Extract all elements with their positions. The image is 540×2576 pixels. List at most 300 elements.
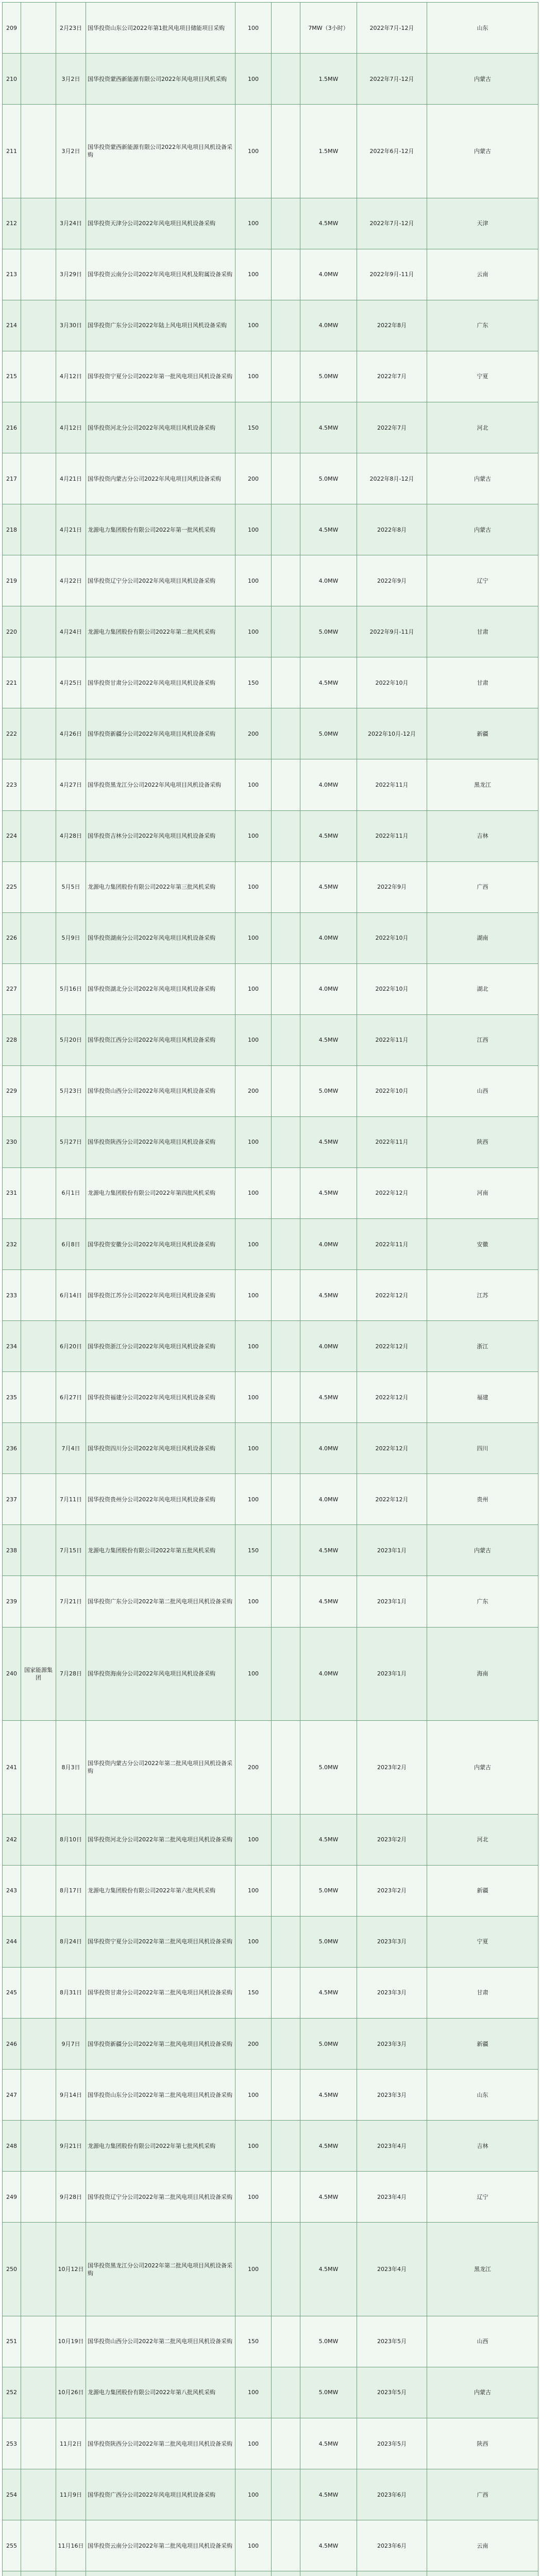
cell-location: 内蒙古 — [427, 453, 538, 504]
cell-capacity: 100 — [235, 2121, 272, 2172]
table-row — [3, 1065, 538, 1116]
cell-delivery: 2022年7月-12月 — [357, 3, 427, 54]
cell-quantity — [272, 2172, 300, 2223]
cell-project-name: 龙源电力集团股份有限公司2022年第六批风机采购 — [86, 1865, 235, 1916]
cell-index: 248 — [3, 2121, 21, 2172]
cell-location: 山东 — [427, 2070, 538, 2121]
cell-location: 云南 — [427, 249, 538, 300]
cell-group — [21, 1721, 56, 1815]
cell-delivery: 2022年11月 — [357, 810, 427, 861]
cell-index: 234 — [3, 1321, 21, 1372]
cell-delivery: 2023年5月 — [357, 2418, 427, 2469]
cell-quantity — [272, 2367, 300, 2418]
cell-project-name: 国华投资内蒙古分公司2022年第二批风电项目风机设备采购 — [86, 1721, 235, 1815]
cell-group — [21, 3, 56, 54]
cell-delivery: 2023年2月 — [357, 1865, 427, 1916]
cell-project-name: 国华投资广西分公司2022年风电项目风机设备采购 — [86, 2469, 235, 2520]
cell-quantity — [272, 1525, 300, 1576]
table-row — [3, 2223, 538, 2316]
cell-date: 6月8日 — [56, 1219, 86, 1270]
cell-date: 4月12日 — [56, 402, 86, 453]
table-row — [3, 2121, 538, 2172]
table-row — [3, 105, 538, 198]
cell-group — [21, 2172, 56, 2223]
cell-index: 255 — [3, 2520, 21, 2571]
cell-project-name: 国华投资辽宁分公司2022年第二批风电项目风机设备采购 — [86, 2172, 235, 2223]
cell-date: 2月23日 — [56, 3, 86, 54]
cell-project-name: 国华投资甘肃分公司2022年第二批风电项目风机设备采购 — [86, 1967, 235, 2018]
table-row — [3, 1219, 538, 1270]
cell-group — [21, 1865, 56, 1916]
cell-delivery: 2022年10月 — [357, 657, 427, 708]
cell-date: 7月15日 — [56, 1525, 86, 1576]
cell-location: 新疆 — [427, 708, 538, 759]
cell-spec: 4.5MW — [300, 1814, 357, 1865]
cell-location: 广西 — [427, 2469, 538, 2520]
cell-spec: 4.0MW — [300, 555, 357, 606]
cell-group — [21, 1525, 56, 1576]
cell-quantity — [272, 351, 300, 402]
cell-capacity: 100 — [235, 1474, 272, 1525]
cell-spec: 5.0MW — [300, 2316, 357, 2367]
cell-delivery: 2023年3月 — [357, 1916, 427, 1967]
cell-capacity: 100 — [235, 2070, 272, 2121]
cell-location: 陕西 — [427, 2418, 538, 2469]
cell-quantity — [272, 2571, 300, 2576]
cell-delivery: 2022年9月 — [357, 555, 427, 606]
table-row — [3, 2019, 538, 2070]
cell-index: 210 — [3, 54, 21, 105]
cell-spec — [300, 2571, 357, 2576]
cell-index: 250 — [3, 2223, 21, 2316]
cell-spec: 4.5MW — [300, 2172, 357, 2223]
cell-capacity: 100 — [235, 198, 272, 249]
cell-date: 4月21日 — [56, 453, 86, 504]
cell-group — [21, 657, 56, 708]
cell-capacity: 100 — [235, 2172, 272, 2223]
cell-quantity — [272, 453, 300, 504]
cell-date: 4月26日 — [56, 708, 86, 759]
cell-group — [21, 249, 56, 300]
cell-index: 236 — [3, 1423, 21, 1474]
cell-location: 广西 — [427, 861, 538, 912]
table-row — [3, 2418, 538, 2469]
cell-project-name: 龙源电力集团股份有限公司2022年第一批风机采购 — [86, 504, 235, 555]
cell-delivery: 2023年5月 — [357, 2367, 427, 2418]
cell-group — [21, 402, 56, 453]
cell-quantity — [272, 2121, 300, 2172]
cell-location: 云南 — [427, 2520, 538, 2571]
cell-location: 黑龙江 — [427, 759, 538, 810]
cell-capacity — [235, 2571, 272, 2576]
cell-index: 223 — [3, 759, 21, 810]
cell-spec: 5.0MW — [300, 1916, 357, 1967]
cell-index: 237 — [3, 1474, 21, 1525]
cell-date: 11月2日 — [56, 2418, 86, 2469]
cell-group — [21, 2469, 56, 2520]
cell-delivery: 2022年12月 — [357, 1474, 427, 1525]
cell-index: 232 — [3, 1219, 21, 1270]
cell-project-name: 国华投资贵州分公司2022年风电项目风机设备采购 — [86, 1474, 235, 1525]
cell-spec: 4.5MW — [300, 504, 357, 555]
cell-project-name: 国华投资江苏分公司2022年风电项目风机设备采购 — [86, 1270, 235, 1321]
cell-location: 黑龙江 — [427, 2223, 538, 2316]
cell-spec: 4.5MW — [300, 1270, 357, 1321]
cell-quantity — [272, 759, 300, 810]
cell-delivery: 2022年12月 — [357, 1372, 427, 1423]
cell-spec: 4.0MW — [300, 1423, 357, 1474]
table-row — [3, 54, 538, 105]
cell-spec: 4.5MW — [300, 2121, 357, 2172]
table-row — [3, 1321, 538, 1372]
cell-quantity — [272, 1721, 300, 1815]
cell-capacity: 100 — [235, 1814, 272, 1865]
cell-index: 218 — [3, 504, 21, 555]
cell-spec: 5.0MW — [300, 453, 357, 504]
cell-project-name: 国华投资辽宁分公司2022年风电项目风机设备采购 — [86, 555, 235, 606]
cell-spec: 5.0MW — [300, 351, 357, 402]
cell-date: 6月27日 — [56, 1372, 86, 1423]
cell-delivery: 2022年12月 — [357, 1270, 427, 1321]
cell-group — [21, 2571, 56, 2576]
cell-index: 219 — [3, 555, 21, 606]
table-row — [3, 1372, 538, 1423]
cell-capacity: 200 — [235, 1065, 272, 1116]
cell-group — [21, 810, 56, 861]
cell-date: 11月16日 — [56, 2520, 86, 2571]
cell-capacity: 100 — [235, 963, 272, 1014]
cell-delivery: 2022年7月-12月 — [357, 198, 427, 249]
cell-quantity — [272, 1321, 300, 1372]
cell-spec: 4.5MW — [300, 861, 357, 912]
table-row — [3, 1270, 538, 1321]
table-row — [3, 1627, 538, 1721]
table-row — [3, 402, 538, 453]
cell-date: 5月5日 — [56, 861, 86, 912]
cell-project-name: 国华投资甘肃分公司2022年风电项目风机设备采购 — [86, 657, 235, 708]
cell-delivery: 2022年8月 — [357, 504, 427, 555]
cell-group — [21, 1967, 56, 2018]
cell-date: 7月21日 — [56, 1576, 86, 1627]
cell-capacity: 100 — [235, 3, 272, 54]
cell-capacity: 100 — [235, 1116, 272, 1167]
cell-spec: 4.0MW — [300, 1474, 357, 1525]
cell-project-name: 国华投资安徽分公司2022年风电项目风机设备采购 — [86, 1219, 235, 1270]
cell-project-name: 国华投资四川分公司2022年风电项目风机设备采购 — [86, 1423, 235, 1474]
cell-quantity — [272, 1865, 300, 1916]
cell-delivery: 2023年2月 — [357, 1721, 427, 1815]
cell-project-name: 国华投资黑龙江分公司2022年风电项目风机设备采购 — [86, 759, 235, 810]
cell-quantity — [272, 861, 300, 912]
cell-delivery: 2023年6月 — [357, 2520, 427, 2571]
cell-delivery: 2023年3月 — [357, 2070, 427, 2121]
cell-spec: 4.0MW — [300, 912, 357, 963]
cell-location: 辽宁 — [427, 555, 538, 606]
cell-spec: 4.5MW — [300, 1967, 357, 2018]
cell-group — [21, 2316, 56, 2367]
cell-group — [21, 504, 56, 555]
cell-location: 江西 — [427, 1014, 538, 1065]
cell-group — [21, 555, 56, 606]
table-body — [3, 3, 538, 2576]
cell-quantity — [272, 1014, 300, 1065]
table-row — [3, 198, 538, 249]
cell-spec: 1.5MW — [300, 105, 357, 198]
cell-group — [21, 300, 56, 351]
cell-group — [21, 861, 56, 912]
cell-index: 213 — [3, 249, 21, 300]
cell-date: 8月17日 — [56, 1865, 86, 1916]
cell-location: 内蒙古 — [427, 105, 538, 198]
cell-group — [21, 105, 56, 198]
cell-delivery: 2023年1月 — [357, 1576, 427, 1627]
cell-group — [21, 2019, 56, 2070]
cell-index: 209 — [3, 3, 21, 54]
cell-capacity: 150 — [235, 1967, 272, 2018]
cell-date: 3月30日 — [56, 300, 86, 351]
cell-index: 220 — [3, 606, 21, 657]
cell-index: 222 — [3, 708, 21, 759]
cell-date: 7月4日 — [56, 1423, 86, 1474]
cell-capacity: 100 — [235, 2418, 272, 2469]
cell-index: 221 — [3, 657, 21, 708]
cell-spec: 4.5MW — [300, 1576, 357, 1627]
cell-quantity — [272, 402, 300, 453]
cell-date: 8月3日 — [56, 1721, 86, 1815]
cell-project-name: 国华投资蒙西新能源有限公司2022年风电项目风机采购 — [86, 54, 235, 105]
cell-date: 4月22日 — [56, 555, 86, 606]
cell-group — [21, 2223, 56, 2316]
cell-capacity: 100 — [235, 2469, 272, 2520]
cell-index: 224 — [3, 810, 21, 861]
cell-location: 甘肃 — [427, 657, 538, 708]
cell-quantity — [272, 2469, 300, 2520]
table-row — [3, 1967, 538, 2018]
cell-quantity — [272, 1270, 300, 1321]
table-row — [3, 1116, 538, 1167]
cell-spec: 4.5MW — [300, 1167, 357, 1218]
cell-quantity — [272, 3, 300, 54]
cell-capacity: 100 — [235, 1167, 272, 1218]
cell-delivery: 2023年3月 — [357, 1967, 427, 2018]
cell-location: 内蒙古 — [427, 1721, 538, 1815]
cell-capacity: 150 — [235, 402, 272, 453]
cell-location: 吉林 — [427, 810, 538, 861]
cell-location: 湖南 — [427, 912, 538, 963]
cell-quantity — [272, 1814, 300, 1865]
cell-date: 4月27日 — [56, 759, 86, 810]
cell-group — [21, 1423, 56, 1474]
table-row — [3, 504, 538, 555]
cell-location: 辽宁 — [427, 2172, 538, 2223]
cell-spec: 4.5MW — [300, 1014, 357, 1065]
cell-quantity — [272, 1423, 300, 1474]
cell-project-name: 国华投资河北分公司2022年风电项目风机设备采购 — [86, 402, 235, 453]
cell-spec: 4.5MW — [300, 810, 357, 861]
cell-spec: 4.5MW — [300, 657, 357, 708]
cell-index: 251 — [3, 2316, 21, 2367]
cell-capacity: 100 — [235, 1916, 272, 1967]
cell-spec: 7MW（3小时） — [300, 3, 357, 54]
table-row — [3, 351, 538, 402]
cell-project-name: 国华投资河北分公司2022年第二批风电项目风机设备采购 — [86, 1814, 235, 1865]
cell-date: 6月20日 — [56, 1321, 86, 1372]
cell-date: 8月24日 — [56, 1916, 86, 1967]
cell-index: 245 — [3, 1967, 21, 2018]
cell-capacity: 200 — [235, 1721, 272, 1815]
table-row — [3, 2316, 538, 2367]
cell-index: 225 — [3, 861, 21, 912]
cell-project-name: 国华投资山西分公司2022年第二批风电项目风机设备采购 — [86, 2316, 235, 2367]
cell-quantity — [272, 1627, 300, 1721]
cell-project-name: 国华投资陕西分公司2022年第二批风电项目风机设备采购 — [86, 2418, 235, 2469]
cell-location: 内蒙古 — [427, 504, 538, 555]
cell-capacity: 100 — [235, 606, 272, 657]
cell-capacity: 100 — [235, 504, 272, 555]
cell-location: 内蒙古 — [427, 2367, 538, 2418]
cell-project-name: 国华投资广东分公司2022年第二批风电项目风机设备采购 — [86, 1576, 235, 1627]
cell-date: 5月27日 — [56, 1116, 86, 1167]
cell-quantity — [272, 300, 300, 351]
cell-date: 6月1日 — [56, 1167, 86, 1218]
cell-group — [21, 198, 56, 249]
cell-project-name: 国华投资内蒙古分公司2022年风电项目风机设备采购 — [86, 453, 235, 504]
cell-project-name: 国华投资新疆分公司2022年第二批风电项目风机设备采购 — [86, 2019, 235, 2070]
cell-capacity: 100 — [235, 1423, 272, 1474]
cell-delivery: 2022年11月 — [357, 1116, 427, 1167]
cell-project-name: 国华投资云南分公司2022年第二批风电项目风机设备采购 — [86, 2520, 235, 2571]
cell-quantity — [272, 105, 300, 198]
cell-index: 247 — [3, 2070, 21, 2121]
cell-index: 217 — [3, 453, 21, 504]
table-row — [3, 1814, 538, 1865]
cell-delivery: 2022年8月-12月 — [357, 453, 427, 504]
cell-delivery: 2023年3月 — [357, 2019, 427, 2070]
cell-index: 231 — [3, 1167, 21, 1218]
cell-group — [21, 2367, 56, 2418]
cell-spec: 4.0MW — [300, 759, 357, 810]
cell-group — [21, 606, 56, 657]
cell-index: 253 — [3, 2418, 21, 2469]
cell-location: 吉林 — [427, 2121, 538, 2172]
cell-project-name: 国华投资广东分公司2022年陆上风电项目风机设备采购 — [86, 300, 235, 351]
cell-date: 5月23日 — [56, 1065, 86, 1116]
cell-quantity — [272, 606, 300, 657]
cell-location: 河北 — [427, 1814, 538, 1865]
cell-group — [21, 1814, 56, 1865]
cell-date: 9月14日 — [56, 2070, 86, 2121]
cell-location: 山东 — [427, 3, 538, 54]
cell-capacity: 150 — [235, 1525, 272, 1576]
cell-project-name: 龙源电力集团股份有限公司2022年第八批风机采购 — [86, 2367, 235, 2418]
cell-project-name: 国华投资云南分公司2022年风电项目风机及附属设备采购 — [86, 249, 235, 300]
cell-delivery: 2022年12月 — [357, 1321, 427, 1372]
cell-delivery: 2023年5月 — [357, 2316, 427, 2367]
cell-project-name: 国华投资山东分公司2022年第二批风电项目风机设备采购 — [86, 2070, 235, 2121]
cell-delivery: 2023年6月 — [357, 2469, 427, 2520]
cell-index: 233 — [3, 1270, 21, 1321]
cell-delivery: 2023年1月 — [357, 1525, 427, 1576]
cell-quantity — [272, 198, 300, 249]
cell-index: 241 — [3, 1721, 21, 1815]
cell-quantity — [272, 1967, 300, 2018]
cell-index: 244 — [3, 1916, 21, 1967]
cell-project-name: 国华投资宁夏分公司2022年第一批风电项目风机设备采购 — [86, 351, 235, 402]
cell-delivery: 2022年9月-11月 — [357, 606, 427, 657]
cell-delivery: 2022年12月 — [357, 1423, 427, 1474]
cell-group — [21, 1321, 56, 1372]
table-row — [3, 2172, 538, 2223]
cell-delivery: 2022年10月-12月 — [357, 708, 427, 759]
cell-quantity — [272, 1372, 300, 1423]
cell-group — [21, 708, 56, 759]
cell-quantity — [272, 1065, 300, 1116]
cell-location: 广东 — [427, 300, 538, 351]
cell-delivery: 2023年1月 — [357, 1627, 427, 1721]
cell-group — [21, 1116, 56, 1167]
cell-spec: 1.5MW — [300, 54, 357, 105]
cell-quantity — [272, 1474, 300, 1525]
cell-location: 山西 — [427, 1065, 538, 1116]
cell-capacity: 100 — [235, 2223, 272, 2316]
cell-capacity: 150 — [235, 2316, 272, 2367]
cell-date: 10月19日 — [56, 2316, 86, 2367]
cell-project-name: 国华投资新疆分公司2022年风电项目风机设备采购 — [86, 708, 235, 759]
cell-capacity: 100 — [235, 810, 272, 861]
cell-location: 湖北 — [427, 963, 538, 1014]
table-row — [3, 708, 538, 759]
cell-date: 8月31日 — [56, 1967, 86, 2018]
cell-date: 3月24日 — [56, 198, 86, 249]
cell-location: 安徽 — [427, 1219, 538, 1270]
cell-spec: 5.0MW — [300, 1065, 357, 1116]
cell-capacity: 100 — [235, 249, 272, 300]
cell-capacity: 100 — [235, 1321, 272, 1372]
cell-project-name: 国华投资湖北分公司2022年风电项目风机设备采购 — [86, 963, 235, 1014]
cell-spec: 4.5MW — [300, 1525, 357, 1576]
cell-spec: 4.0MW — [300, 1321, 357, 1372]
table-row — [3, 1423, 538, 1474]
cell-capacity: 100 — [235, 1014, 272, 1065]
table-row — [3, 1525, 538, 1576]
cell-project-name: 国华投资陕西分公司2022年风电项目风机设备采购 — [86, 1116, 235, 1167]
cell-location: 河北 — [427, 402, 538, 453]
cell-group — [21, 1014, 56, 1065]
cell-group — [21, 1219, 56, 1270]
cell-group: 国家能源集团 — [21, 1627, 56, 1721]
cell-delivery: 2022年10月 — [357, 963, 427, 1014]
cell-spec: 4.5MW — [300, 2469, 357, 2520]
cell-date: 6月14日 — [56, 1270, 86, 1321]
table-row — [3, 1014, 538, 1065]
cell-quantity — [272, 2019, 300, 2070]
cell-index: 243 — [3, 1865, 21, 1916]
cell-delivery: 2022年10月 — [357, 912, 427, 963]
cell-group — [21, 2418, 56, 2469]
cell-location: 山西 — [427, 2316, 538, 2367]
cell-project-name: 龙源电力集团股份有限公司2022年第四批风机采购 — [86, 1167, 235, 1218]
cell-spec: 5.0MW — [300, 2367, 357, 2418]
cell-date: 9月21日 — [56, 2121, 86, 2172]
cell-project-name: 国华投资浙江分公司2022年风电项目风机设备采购 — [86, 1321, 235, 1372]
table-row — [3, 1167, 538, 1218]
cell-spec: 4.5MW — [300, 2520, 357, 2571]
cell-delivery: 2022年7月 — [357, 402, 427, 453]
cell-project-name: 国华投资黑龙江分公司2022年第二批风电项目风机设备采购 — [86, 2223, 235, 2316]
cell-spec: 4.0MW — [300, 249, 357, 300]
cell-index: 239 — [3, 1576, 21, 1627]
table-row — [3, 1576, 538, 1627]
